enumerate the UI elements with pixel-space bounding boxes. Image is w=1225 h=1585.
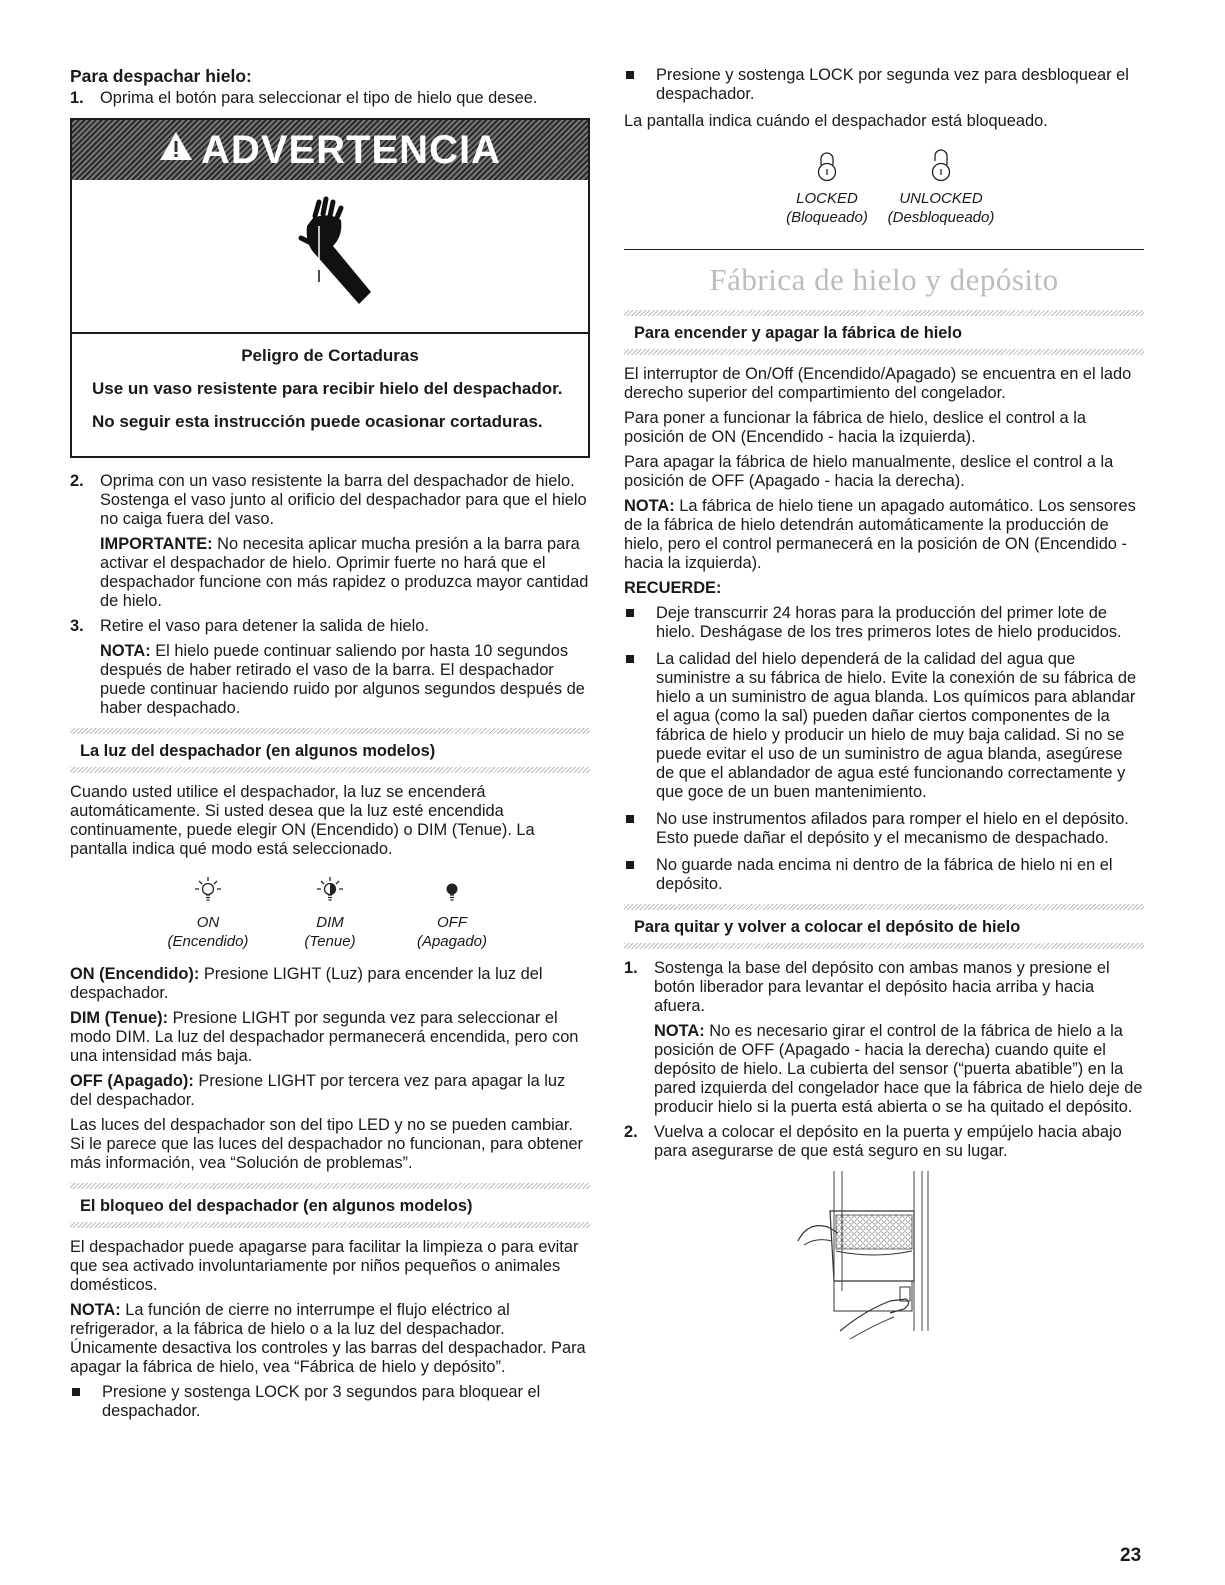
switch-location: El interruptor de On/Off (Encendido/Apagado) se encuentra en el lado derecho superior del compartimiento del congelador. xyxy=(624,365,1132,402)
led-info: Las luces del despachador son del tipo LED y no se pueden cambiar. Si le parece que las luces del despachador no funcionan, para obtener más información, vea “Solución de problemas”. xyxy=(70,1116,584,1172)
right-column xyxy=(624,66,1144,1346)
step-text: Vuelva a colocar el depósito en la puerta y empújelo hacia abajo para asegurarse de que está seguro en su lugar. xyxy=(654,1123,1122,1160)
turn-on-instructions: Para poner a funcionar la fábrica de hielo, deslice el control a la posición de ON (Encendido - hacia la izquierda). xyxy=(624,409,1086,446)
note-label: NOTA: xyxy=(100,642,151,660)
remember-bullet-1 xyxy=(624,604,1144,642)
lock-section-header xyxy=(70,1183,590,1228)
unlocked-padlock-icon xyxy=(928,149,954,183)
unlocked-label: UNLOCKED xyxy=(899,190,983,207)
bin-step-2 xyxy=(624,1123,1144,1161)
warning-triangle-icon xyxy=(159,131,193,170)
bullet-square-icon xyxy=(72,1388,80,1396)
unlocked-indicator xyxy=(884,149,998,227)
note-1 xyxy=(70,642,590,718)
remember-bullet-4 xyxy=(624,856,1144,894)
note-text: El hielo puede continuar saliendo por hasta 10 segundos después de haber retirado el vaso de la barra. El despachador puede continuar haciendo ruido por algunos segundos después de haber despachado. xyxy=(100,642,585,717)
lock-bullet xyxy=(70,1383,590,1421)
off-description xyxy=(70,1072,590,1110)
on-label: ON xyxy=(196,914,220,931)
warning-title: Peligro de Cortaduras xyxy=(241,346,419,365)
bullet-square-icon xyxy=(626,815,634,823)
off-desc-text: Presione LIGHT por tercera vez para apagar la luz del despachador. xyxy=(70,1072,566,1109)
locked-padlock-icon xyxy=(814,149,840,183)
light-dim-icon xyxy=(315,875,345,905)
warning-line-2: No seguir esta instrucción puede ocasionar cortaduras. xyxy=(92,412,543,431)
bullet-text: Presione y sostenga LOCK por 3 segundos para bloquear el despachador. xyxy=(102,1383,541,1420)
warning-line-1: Use un vaso resistente para recibir hielo del despachador. xyxy=(92,379,563,398)
dispense-ice-heading: Para despachar hielo: xyxy=(70,66,252,86)
unlock-bullet xyxy=(624,66,1144,104)
locked-label-es: (Bloqueado) xyxy=(786,209,868,226)
important-note xyxy=(70,535,590,611)
off-label-es: (Apagado) xyxy=(416,933,488,950)
note-label: NOTA: xyxy=(624,497,675,515)
bullet-text: Deje transcurrir 24 horas para la producción del primer lote de hielo. Deshágase de los tres primeros lotes de hielo producidos. xyxy=(656,604,1122,641)
remember-heading: RECUERDE: xyxy=(624,579,722,597)
note-2 xyxy=(70,1301,590,1377)
light-dim-indicator xyxy=(269,875,391,951)
off-desc-label: OFF (Apagado): xyxy=(70,1072,194,1090)
bullet-text: La calidad del hielo dependerá de la calidad del agua que suministre a su fábrica de hielo. Evite la conexión de su fábrica de hielo a un suministro de agua blanda. Los químicos para ablandar el agua (como la sal) pueden dañar ciertos componentes de la fábrica de hielo y producir un hielo de muy baja calidad. Si no se puede evitar el uso de un suministro de agua blanda, asegúrese de que el ablandador de agua esté funcionando correctamente y que goce de un buen mantenimiento. xyxy=(656,650,1137,801)
light-on-indicator xyxy=(147,875,269,951)
dim-description xyxy=(70,1009,590,1066)
bullet-square-icon xyxy=(626,609,634,617)
warning-banner xyxy=(72,120,588,180)
bullet-text: No use instrumentos afilados para romper el hielo en el depósito. Esto puede dañar el depósito y el mecanismo de despachado. xyxy=(656,810,1129,847)
hatch-divider xyxy=(70,767,590,773)
cut-hand-icon xyxy=(72,180,588,334)
dim-desc-label: DIM (Tenue): xyxy=(70,1009,169,1027)
step-3 xyxy=(70,617,590,636)
step-1 xyxy=(70,89,590,108)
important-label: IMPORTANTE: xyxy=(100,535,213,553)
dim-desc-text: Presione LIGHT por segunda vez para seleccionar el modo DIM. La luz del despachador permanecerá encendida, pero con una intensidad más baja. xyxy=(70,1009,579,1065)
light-mode-icons xyxy=(70,875,590,951)
warning-box xyxy=(70,118,590,458)
remember-bullet-2 xyxy=(624,650,1144,802)
step-number: 3. xyxy=(70,617,84,635)
dim-label: DIM xyxy=(316,914,344,931)
step-text: Oprima el botón para seleccionar el tipo de hielo que desee. xyxy=(100,89,538,107)
note-text: La función de cierre no interrumpe el flujo eléctrico al refrigerador, a la fábrica de hielo o a la luz del despachador. Únicamente desactiva los controles y las barras del despachador. Para apagar la fábrica de hielo, vea “Fábrica de hielo y depósito”. xyxy=(70,1301,586,1376)
step-number: 1. xyxy=(624,959,638,977)
section-title: Fábrica de hielo y depósito xyxy=(709,262,1059,297)
on-desc-text: Presione LIGHT (Luz) para encender la luz del despachador. xyxy=(70,965,543,1002)
locked-label: LOCKED xyxy=(796,190,858,207)
hatch-divider xyxy=(70,1222,590,1228)
section-rule xyxy=(624,249,1144,250)
bullet-square-icon xyxy=(626,71,634,79)
step-number: 1. xyxy=(70,89,84,107)
turn-off-instructions: Para apagar la fábrica de hielo manualmente, deslice el control a la posición de OFF (Apagado - hacia la derecha). xyxy=(624,453,1114,490)
warning-body xyxy=(72,334,588,456)
lock-status-icons xyxy=(624,149,1144,227)
light-on-icon xyxy=(193,875,223,905)
hatch-divider xyxy=(624,349,1144,355)
light-intro: Cuando usted utilice el despachador, la luz se encenderá automáticamente. Si usted desea que la luz esté encendida continuamente, puede elegir ON (Encendido) o DIM (Tenue). La pantalla indica qué modo está seleccionado. xyxy=(70,783,535,858)
step-number: 2. xyxy=(624,1123,638,1141)
bullet-square-icon xyxy=(626,861,634,869)
bin-heading: Para quitar y volver a colocar el depósito de hielo xyxy=(634,918,1021,936)
hatch-divider xyxy=(624,943,1144,949)
onoff-section-header xyxy=(624,310,1144,355)
on-description xyxy=(70,965,590,1003)
lock-heading: El bloqueo del despachador (en algunos modelos) xyxy=(80,1197,473,1215)
note-text: La fábrica de hielo tiene un apagado automático. Los sensores de la fábrica de hielo detendrán automáticamente la producción de hielo, pero el control permanecerá en la posición de ON (Encendido - hacia la izquierda). xyxy=(624,497,1136,572)
note-text: No es necesario girar el control de la fábrica de hielo a la posición de OFF (Apagado - hacia la derecha) cuando quite el depósito de hielo. La cubierta del sensor (“puerta abatible”) en la pared izquierda del congelador hace que la fábrica de hielo deje de producir hielo si la puerta está abierta o se ha quitado el depósito. xyxy=(654,1022,1143,1116)
step-text: Retire el vaso para detener la salida de hielo. xyxy=(100,617,429,635)
step-text: Sostenga la base del depósito con ambas manos y presione el botón liberador para levantar el depósito hacia arriba y hacia afuera. xyxy=(654,959,1110,1015)
off-label: OFF xyxy=(437,914,467,931)
important-text: No necesita aplicar mucha presión a la barra para activar el despachador de hielo. Oprimir fuerte no hará que el despachador funcione con más rapidez o produzca mayor cantidad de hielo. xyxy=(100,535,589,610)
lock-intro: El despachador puede apagarse para facilitar la limpieza o para evitar que sea activado involuntariamente por niños pequeños o animales domésticos. xyxy=(70,1238,579,1294)
page-number: 23 xyxy=(1120,1545,1142,1566)
light-section-header xyxy=(70,728,590,773)
step-text: Oprima con un vaso resistente la barra del despachador de hielo. Sostenga el vaso junto al orificio del despachador para que el hielo no caiga fuera del vaso. xyxy=(100,472,587,528)
onoff-heading: Para encender y apagar la fábrica de hielo xyxy=(634,324,962,342)
bin-section-header xyxy=(624,904,1144,949)
note-3 xyxy=(624,497,1144,573)
left-column xyxy=(70,66,590,1429)
dim-label-es: (Tenue) xyxy=(304,933,356,950)
unlocked-label-es: (Desbloqueado) xyxy=(887,209,995,226)
locked-indicator xyxy=(770,149,884,227)
lock-display-text: La pantalla indica cuándo el despachador está bloqueado. xyxy=(624,112,1048,130)
note-4 xyxy=(624,1022,1144,1117)
remember-bullet-3 xyxy=(624,810,1144,848)
light-off-indicator xyxy=(391,875,513,951)
note-label: NOTA: xyxy=(70,1301,121,1319)
ice-bin-illustration xyxy=(794,1171,1144,1346)
on-desc-label: ON (Encendido): xyxy=(70,965,200,983)
on-label-es: (Encendido) xyxy=(167,933,249,950)
bullet-square-icon xyxy=(626,655,634,663)
step-number: 2. xyxy=(70,472,84,490)
warning-banner-text: ADVERTENCIA xyxy=(201,127,501,172)
bullet-text: Presione y sostenga LOCK por segunda vez para desbloquear el despachador. xyxy=(656,66,1129,103)
note-label: NOTA: xyxy=(654,1022,705,1040)
light-heading: La luz del despachador (en algunos modelos) xyxy=(80,742,436,760)
step-2 xyxy=(70,472,590,529)
bin-step-1 xyxy=(624,959,1144,1016)
bullet-text: No guarde nada encima ni dentro de la fábrica de hielo ni en el depósito. xyxy=(656,856,1113,893)
light-off-icon xyxy=(437,875,467,905)
